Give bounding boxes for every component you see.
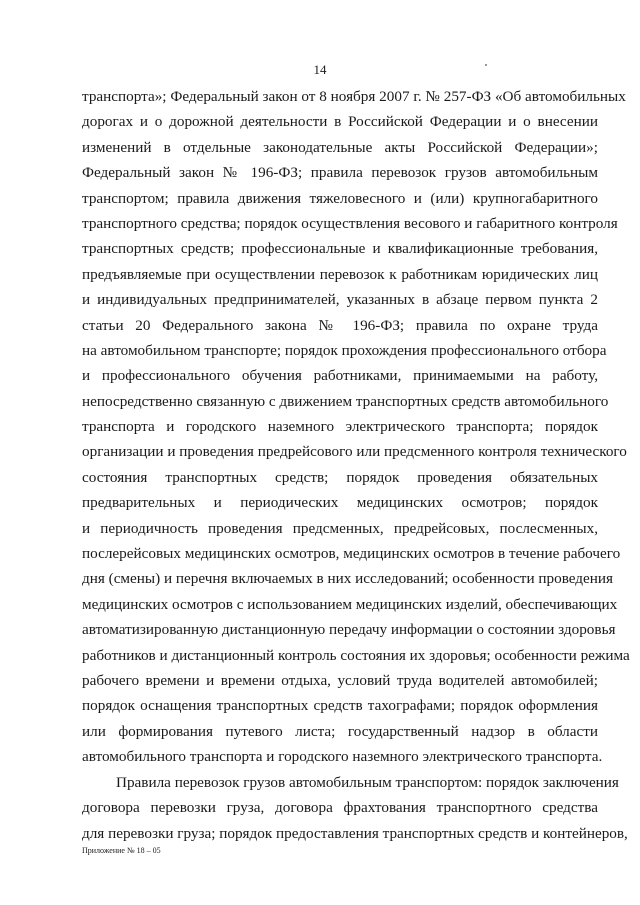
- text-line: предварительных и периодических медицинских осмотров; порядок: [82, 494, 598, 512]
- text-line: организации и проведения предрейсового или предсменного контроля технического: [82, 443, 627, 461]
- text-line: договора перевозки груза, договора фрахтования транспортного средства: [82, 799, 598, 817]
- paragraph-2: [82, 770, 628, 846]
- text-line: и профессионального обучения работниками, принимаемыми на работу,: [82, 367, 598, 385]
- text-line: транспортных средств; профессиональные и квалификационные требования,: [82, 240, 598, 258]
- text-line: порядок оснащения транспортных средств тахографами; порядок оформления: [82, 697, 598, 715]
- text-line: для перевозки груза; порядок предоставления транспортных средств и контейнеров,: [82, 824, 628, 842]
- text-line: состояния транспортных средств; порядок проведения обязательных: [82, 468, 598, 486]
- text-line: Правила перевозок грузов автомобильным транспортом: порядок заключения: [116, 774, 619, 791]
- text-line: изменений в отдельные законодательные акты Российской Федерации»;: [82, 138, 598, 156]
- text-line: работников и дистанционный контроль состояния их здоровья; особенности режима: [82, 646, 630, 664]
- text-line: дня (смены) и перечня включаемых в них исследований; особенности проведения: [82, 570, 614, 588]
- text-line: Федеральный закон № 196-ФЗ; правила перевозок грузов автомобильным: [82, 164, 598, 182]
- footer-note: Приложение № 18 – 05: [82, 846, 161, 855]
- text-line: транспорта»; Федеральный закон от 8 ноября 2007 г. № 257-ФЗ «Об автомобильных: [82, 88, 626, 105]
- text-line: транспортом; правила движения тяжеловесного и (или) крупногабаритного: [82, 189, 598, 207]
- text-line: медицинских осмотров с использованием медицинских изделий, обеспечивающих: [82, 595, 618, 613]
- text-line: статьи 20 Федерального закона № 196-ФЗ; правила по охране труда: [82, 316, 598, 334]
- text-line: дорогах и о дорожной деятельности в Российской Федерации и о внесении: [82, 113, 598, 131]
- text-line: автомобильного транспорта и городского наземного электрического транспорта.: [82, 748, 603, 766]
- text-line: послерейсовых медицинских осмотров, медицинских осмотров в течение рабочего: [82, 545, 621, 563]
- page-number: 14: [313, 62, 327, 77]
- text-line: или формирования путевого листа; государственный надзор в области: [82, 722, 598, 740]
- text-line: автоматизированную дистанционную передачу информации о состоянии здоровья: [82, 621, 616, 639]
- text-line: на автомобильном транспорте; порядок прохождения профессионального отбора: [82, 341, 607, 359]
- text-line: и индивидуальных предпринимателей, указанных в абзаце первом пункта 2: [82, 291, 598, 309]
- paragraph-1: [82, 84, 630, 770]
- text-line: и периодичность проведения предсменных, предрейсовых, послесменных,: [82, 519, 598, 537]
- text-line: предъявляемые при осуществлении перевозок к работникам юридических лиц: [82, 265, 598, 283]
- text-line: непосредственно связанную с движением транспортных средств автомобильного: [82, 392, 609, 410]
- text-line: транспорта и городского наземного электрического транспорта; порядок: [82, 418, 598, 436]
- text-line: транспортного средства; порядок осуществления весового и габаритного контроля: [82, 214, 618, 232]
- text-line: рабочего времени и времени отдыха, условий труда водителей автомобилей;: [82, 671, 598, 689]
